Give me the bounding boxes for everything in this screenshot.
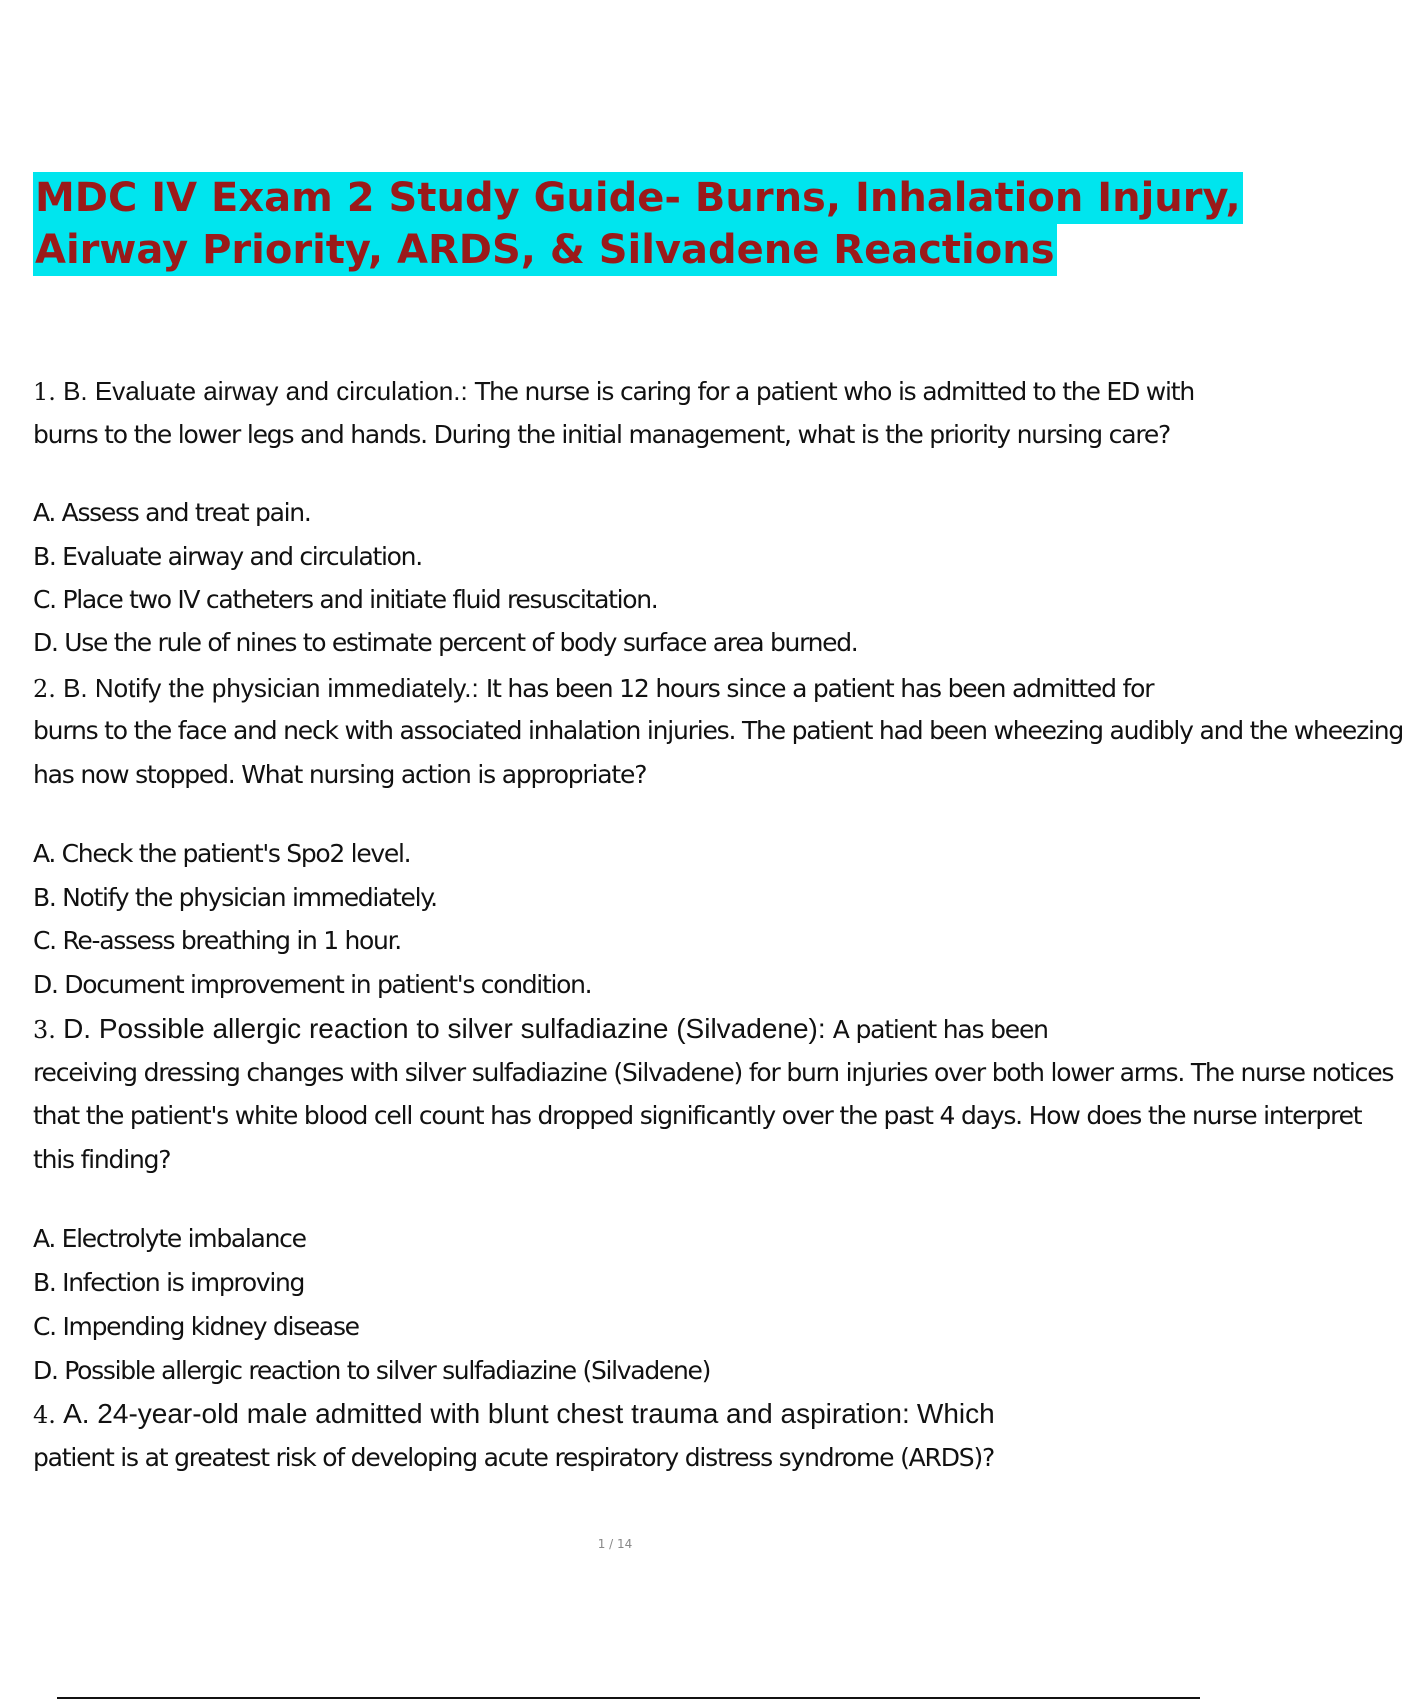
question-number: 3. (33, 1016, 56, 1044)
question-3-stem-line-2: receiving dressing changes with silver sulfadiazine (Silvadene) for burn injuries over both lower arms. The nurse notices (33, 1058, 1394, 1087)
question-3-header (33, 1007, 1200, 1052)
question-number: 4. (33, 1401, 56, 1429)
question-2-stem-line-3: has now stopped. What nursing action is appropriate? (33, 760, 647, 789)
question-answer: B. Evaluate airway and circulation.: (63, 376, 468, 406)
question-number: 2. (33, 675, 56, 703)
question-2-stem-line-2: burns to the face and neck with associated inhalation injuries. The patient had been wheezing audibly and the wheezing (33, 716, 1403, 745)
question-2-option-a: A. Check the patient's Spo2 level. (33, 839, 411, 868)
question-3-stem-line-3: that the patient's white blood cell count has dropped significantly over the past 4 days. How does the nurse interpret (33, 1101, 1362, 1130)
question-1-option-d: D. Use the rule of nines to estimate percent of body surface area burned. (33, 628, 858, 657)
question-answer: B. Notify the physician immediately.: (63, 673, 479, 703)
question-answer: A. 24-year-old male admitted with blunt chest trauma and aspiration: (63, 1398, 910, 1429)
question-3-option-d: D. Possible allergic reaction to silver sulfadiazine (Silvadene) (33, 1356, 711, 1385)
question-2-option-b: B. Notify the physician immediately. (33, 883, 437, 912)
question-answer: D. Possible allergic reaction to silver sulfadiazine (Silvadene): (63, 1013, 826, 1044)
question-number: 1. (33, 378, 56, 406)
question-2-option-d: D. Document improvement in patient's condition. (33, 970, 592, 999)
footer-divider (57, 1697, 1200, 1699)
question-3-stem-line-4: this finding? (33, 1145, 171, 1174)
question-stem: A patient has been (832, 1015, 1048, 1044)
question-1-option-a: A. Assess and treat pain. (33, 498, 311, 527)
document-title (33, 172, 1241, 276)
question-1-header (33, 369, 1200, 414)
question-4-header (33, 1392, 1200, 1437)
question-1-option-c: C. Place two IV catheters and initiate fluid resuscitation. (33, 585, 658, 614)
question-3-option-a: A. Electrolyte imbalance (33, 1224, 306, 1253)
question-2-option-c: C. Re-assess breathing in 1 hour. (33, 926, 401, 955)
title-line-1: MDC IV Exam 2 Study Guide- Burns, Inhalation Injury, (33, 172, 1243, 224)
question-4-stem-line-2: patient is at greatest risk of developing acute respiratory distress syndrome (ARDS)? (33, 1443, 995, 1472)
question-stem: Which (916, 1398, 995, 1429)
question-3-option-c: C. Impending kidney disease (33, 1312, 359, 1341)
page-indicator: 1 / 14 (597, 1537, 633, 1551)
question-stem: The nurse is caring for a patient who is admitted to the ED with (474, 377, 1194, 406)
question-1-option-b: B. Evaluate airway and circulation. (33, 542, 422, 571)
title-line-2: Airway Priority, ARDS, & Silvadene Reactions (33, 224, 1057, 276)
question-stem: It has been 12 hours since a patient has been admitted for (485, 674, 1154, 703)
question-2-header (33, 666, 1200, 711)
question-3-option-b: B. Infection is improving (33, 1268, 305, 1297)
question-1-stem-line-2: burns to the lower legs and hands. During the initial management, what is the priority nursing care? (33, 420, 1171, 449)
